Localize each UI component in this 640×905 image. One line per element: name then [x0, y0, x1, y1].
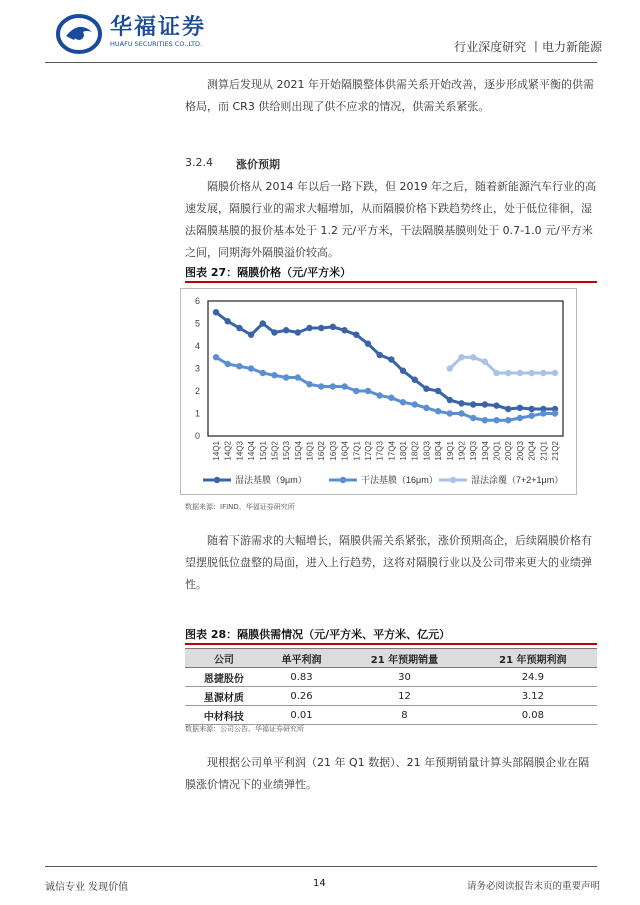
data-point [423, 405, 429, 411]
data-point [365, 388, 371, 394]
data-point [388, 356, 394, 362]
x-tick-label: 21Q2 [551, 441, 560, 461]
x-tick-label: 20Q2 [504, 441, 514, 461]
figure-28-source: 数据来源：公司公告、华福证券研究所 [185, 725, 304, 733]
data-point [295, 374, 301, 380]
page-number: 14 [313, 878, 326, 889]
x-tick-label: 17Q2 [363, 441, 373, 461]
x-tick-label: 18Q4 [434, 441, 444, 461]
section-title: 涨价预期 [236, 158, 280, 171]
data-point [493, 402, 499, 408]
paragraph-supply-demand: 测算后发现从 2021 年开始隔膜整体供需关系开始改善，逐步形成紧平衡的供需格局，而 CR3 供给则出现了供不应求的情况，供需关系紧张。 [185, 78, 594, 113]
series-line-1 [216, 312, 555, 409]
x-tick-label: 20Q3 [515, 441, 525, 461]
table-header-row [185, 649, 597, 668]
data-point [260, 320, 266, 326]
data-point [318, 383, 324, 389]
x-tick-label: 21Q1 [539, 441, 549, 461]
x-tick-label: 18Q1 [399, 441, 409, 461]
x-tick-label: 20Q4 [527, 441, 537, 461]
data-point [470, 354, 476, 360]
data-point [306, 325, 312, 331]
data-point [482, 359, 488, 365]
y-tick-label: 6 [194, 296, 200, 306]
col-expected-profit: 21 年预期利润 [469, 649, 597, 668]
data-point [353, 388, 359, 394]
data-point [365, 341, 371, 347]
legend-marker [214, 477, 220, 483]
data-point [283, 327, 289, 333]
data-point [540, 410, 546, 416]
data-point [435, 408, 441, 414]
data-point [341, 327, 347, 333]
data-point [470, 401, 476, 407]
x-tick-label: 16Q2 [317, 441, 327, 461]
data-point [540, 370, 546, 376]
data-point [470, 415, 476, 421]
paragraph-method: 现根据公司单平利润（21 年 Q1 数据）、21 年预期销量计算头部隔膜企业在隔膜涨价情况下的业绩弹性。 [185, 756, 590, 791]
data-point [224, 318, 230, 324]
col-company: 公司 [185, 649, 263, 668]
table-row [185, 706, 597, 725]
cell-company: 恩捷股份 [185, 668, 263, 687]
x-tick-label: 16Q4 [340, 441, 350, 461]
data-point [458, 400, 464, 406]
figure-28-rule [185, 643, 597, 645]
x-tick-label: 16Q1 [305, 441, 315, 461]
data-point [330, 383, 336, 389]
data-point [493, 417, 499, 423]
data-point [260, 370, 266, 376]
x-tick-label: 14Q3 [235, 441, 245, 461]
data-point [248, 365, 254, 371]
x-tick-label: 14Q1 [212, 441, 221, 461]
data-point [353, 332, 359, 338]
data-point [318, 325, 324, 331]
huafu-logo-icon [56, 14, 102, 54]
legend-label: 湿法涂覆（7+2+1μm） [471, 475, 564, 485]
cell-value: 24.9 [469, 668, 597, 687]
legend-marker [450, 477, 456, 483]
separator-price-chart [181, 289, 576, 494]
table-row [185, 687, 597, 706]
x-tick-label: 15Q3 [282, 441, 292, 461]
cell-value: 30 [340, 668, 468, 687]
y-tick-label: 2 [194, 386, 200, 396]
data-point [283, 374, 289, 380]
x-tick-label: 20Q1 [492, 441, 502, 461]
data-point [236, 363, 242, 369]
x-tick-label: 19Q3 [469, 441, 479, 461]
cell-company: 中材科技 [185, 706, 263, 725]
data-point [552, 370, 558, 376]
data-point [412, 401, 418, 407]
x-tick-label: 17Q1 [352, 441, 362, 461]
data-point [505, 417, 511, 423]
data-point [517, 405, 523, 411]
x-tick-label: 14Q2 [223, 441, 233, 461]
data-point [528, 406, 534, 412]
logo-text-cn: 华福证券 [110, 15, 207, 40]
x-tick-label: 17Q3 [375, 441, 385, 461]
data-point [330, 324, 336, 330]
x-tick-label: 19Q2 [457, 441, 467, 461]
data-point [271, 329, 277, 335]
data-point [505, 406, 511, 412]
data-point [458, 410, 464, 416]
x-tick-label: 19Q4 [480, 441, 490, 461]
data-point [306, 381, 312, 387]
legend-label: 干法基膜（16μm） [361, 475, 438, 485]
cell-value: 0.08 [469, 706, 597, 725]
x-tick-label: 18Q3 [422, 441, 432, 461]
cell-value: 0.26 [263, 687, 341, 706]
series-line-2 [216, 357, 555, 420]
data-point [213, 354, 219, 360]
logo-text-en: HUAFU SECURITIES CO.,LTD. [110, 40, 203, 48]
cell-value: 0.01 [263, 706, 341, 725]
x-tick-label: 18Q2 [410, 441, 420, 461]
y-tick-label: 0 [194, 431, 200, 441]
cell-value: 0.83 [263, 668, 341, 687]
supply-table [185, 648, 597, 725]
data-point [400, 399, 406, 405]
data-point [482, 417, 488, 423]
data-point [482, 401, 488, 407]
cell-company: 星源材质 [185, 687, 263, 706]
data-point [493, 370, 499, 376]
figure-28-title: 图表 28：隔膜供需情况（元/平方米、平方米、亿元） [185, 628, 451, 641]
data-point [435, 388, 441, 394]
data-point [447, 365, 453, 371]
y-tick-label: 1 [194, 408, 200, 419]
data-point [400, 368, 406, 374]
data-point [447, 397, 453, 403]
table-row [185, 668, 597, 687]
col-unit-profit: 单平利润 [263, 649, 341, 668]
data-point [236, 325, 242, 331]
col-expected-sales: 21 年预期销量 [340, 649, 468, 668]
x-tick-label: 17Q4 [387, 441, 397, 461]
data-point [423, 386, 429, 392]
paragraph-price-trend: 隔膜价格从 2014 年以后一路下跌，但 2019 年之后，随着新能源汽车行业的高速发展，隔膜行业的需求大幅增加，从而隔膜价格下跌趋势终止，处于低位徘徊，湿法隔膜基膜的报价基本处于 1.2 元/平方米，干法隔膜基膜则处于 0.7-1.0 元/平方米之间，同期海外隔膜溢价较高。 [185, 180, 596, 259]
chart-frame [180, 288, 577, 495]
data-point [295, 329, 301, 335]
legend-label: 湿法基膜（9μm） [235, 475, 307, 485]
data-point [447, 410, 453, 416]
header-category: 行业深度研究 丨电力新能源 [454, 40, 602, 54]
x-tick-label: 16Q3 [328, 441, 338, 461]
data-point [412, 377, 418, 383]
data-point [528, 413, 534, 419]
data-point [271, 372, 277, 378]
data-point [517, 415, 523, 421]
footer-slogan: 诚信专业 发现价值 [45, 882, 129, 893]
footer-disclaimer: 请务必阅读报告末页的重要声明 [466, 881, 600, 892]
x-tick-label: 15Q4 [293, 441, 303, 461]
data-point [213, 309, 219, 315]
x-tick-label: 19Q1 [445, 441, 455, 461]
data-point [388, 395, 394, 401]
y-tick-label: 3 [194, 363, 200, 374]
x-tick-label: 15Q2 [270, 441, 280, 461]
paragraph-outlook: 随着下游需求的大幅增长，隔膜供需关系紧张，涨价预期高企，后续隔膜价格有望摆脱低位盘整的局面，进入上行趋势，这将对隔膜行业以及公司带来更大的业绩弹性。 [185, 534, 592, 591]
series-line-3 [450, 357, 555, 373]
data-point [458, 354, 464, 360]
y-tick-label: 5 [194, 318, 200, 329]
data-point [224, 361, 230, 367]
cell-value: 8 [340, 706, 468, 725]
figure-27-rule [185, 281, 597, 283]
cell-value: 3.12 [469, 687, 597, 706]
data-point [341, 383, 347, 389]
x-tick-label: 15Q1 [258, 441, 268, 461]
data-point [376, 392, 382, 398]
y-tick-label: 4 [194, 341, 200, 351]
data-point [552, 410, 558, 416]
data-point [528, 370, 534, 376]
data-point [248, 332, 254, 338]
cell-value: 12 [340, 687, 468, 706]
figure-27-source: 数据来源：IFIND、华福证券研究所 [185, 503, 295, 511]
data-point [505, 370, 511, 376]
header-divider [45, 62, 597, 63]
section-number: 3.2.4 [185, 156, 213, 169]
footer-divider [45, 866, 597, 867]
data-point [376, 352, 382, 358]
legend-marker [340, 477, 346, 483]
x-tick-label: 14Q4 [247, 441, 257, 461]
data-point [517, 370, 523, 376]
figure-27-title: 图表 27：隔膜价格（元/平方米） [185, 266, 352, 279]
